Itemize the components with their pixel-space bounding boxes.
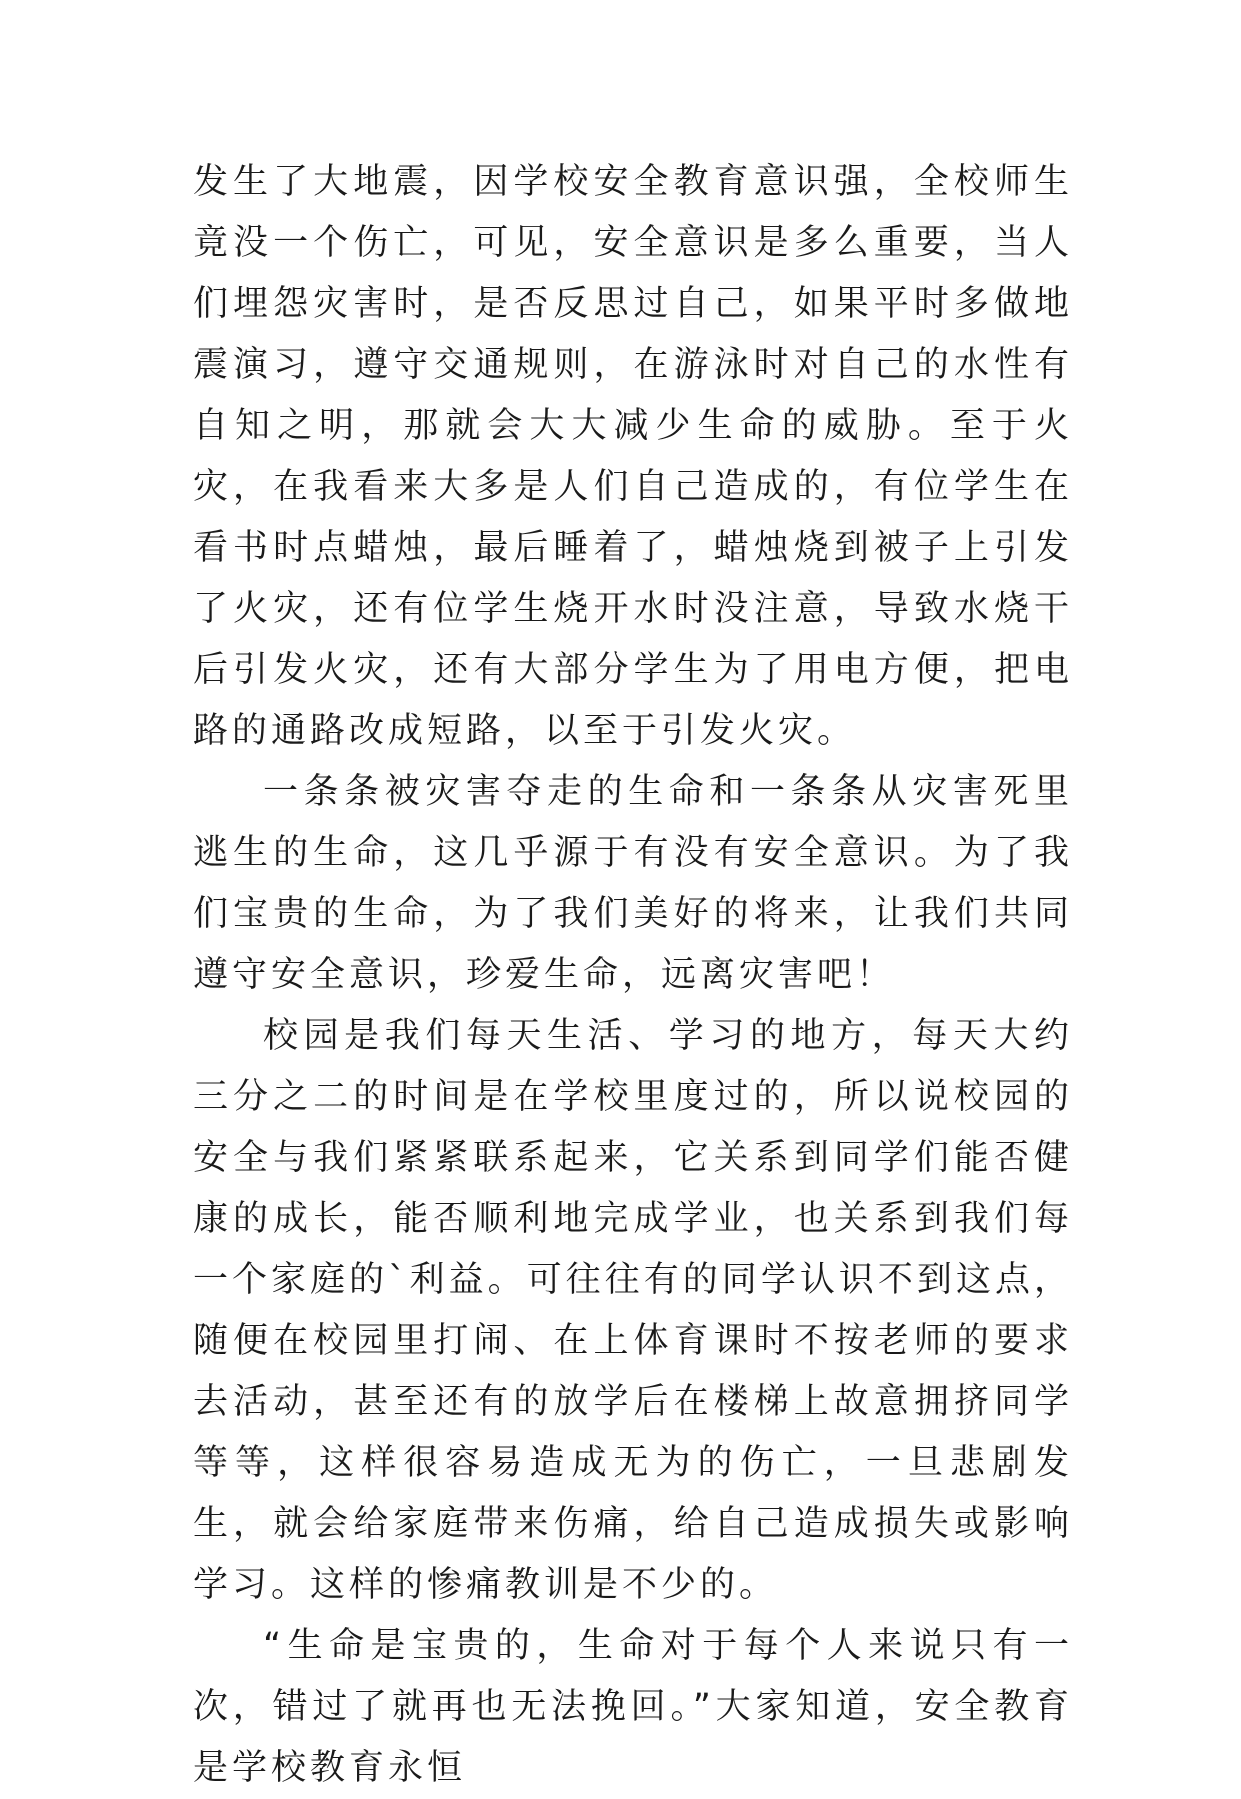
paragraph-cherish-life: 一条条被灾害夺走的生命和一条条从灾害死里逃生的生命，这几乎源于有没有安全意识。为了我们宝贵的生命，为了我们美好的将来，让我们共同遵守安全意识，珍爱生命，远离灾害吧！ <box>193 772 1073 995</box>
document-body <box>193 152 1073 1799</box>
paragraph-life-precious-quote: “生命是宝贵的，生命对于每个人来说只有一次，错过了就再也无法挽回。”大家知道，安全教育是学校教育永恒 <box>193 1626 1073 1788</box>
paragraph-earthquake-fire: 发生了大地震，因学校安全教育意识强，全校师生竟没一个伤亡，可见，安全意识是多么重要，当人们埋怨灾害时，是否反思过自己，如果平时多做地震演习，遵守交通规则，在游泳时对自己的水性有自知之明，那就会大大减少生命的威胁。至于火灾，在我看来大多是人们自己造成的，有位学生在看书时点蜡烛，最后睡着了，蜡烛烧到被子上引发了火灾，还有位学生烧开水时没注意，导致水烧干后引发火灾，还有大部分学生为了用电方便，把电路的通路改成短路，以至于引发火灾。 <box>193 162 1073 751</box>
paragraph-campus-safety: 校园是我们每天生活、学习的地方，每天大约三分之二的时间是在学校里度过的，所以说校园的安全与我们紧紧联系起来，它关系到同学们能否健康的成长，能否顺利地完成学业，也关系到我们每一个家庭的`利益。可往往有的同学认识不到这点，随便在校园里打闹、在上体育课时不按老师的要求去活动，甚至还有的放学后在楼梯上故意拥挤同学等等，这样很容易造成无为的伤亡，一旦悲剧发生，就会给家庭带来伤痛，给自己造成损失或影响学习。这样的惨痛教训是不少的。 <box>193 1016 1073 1605</box>
